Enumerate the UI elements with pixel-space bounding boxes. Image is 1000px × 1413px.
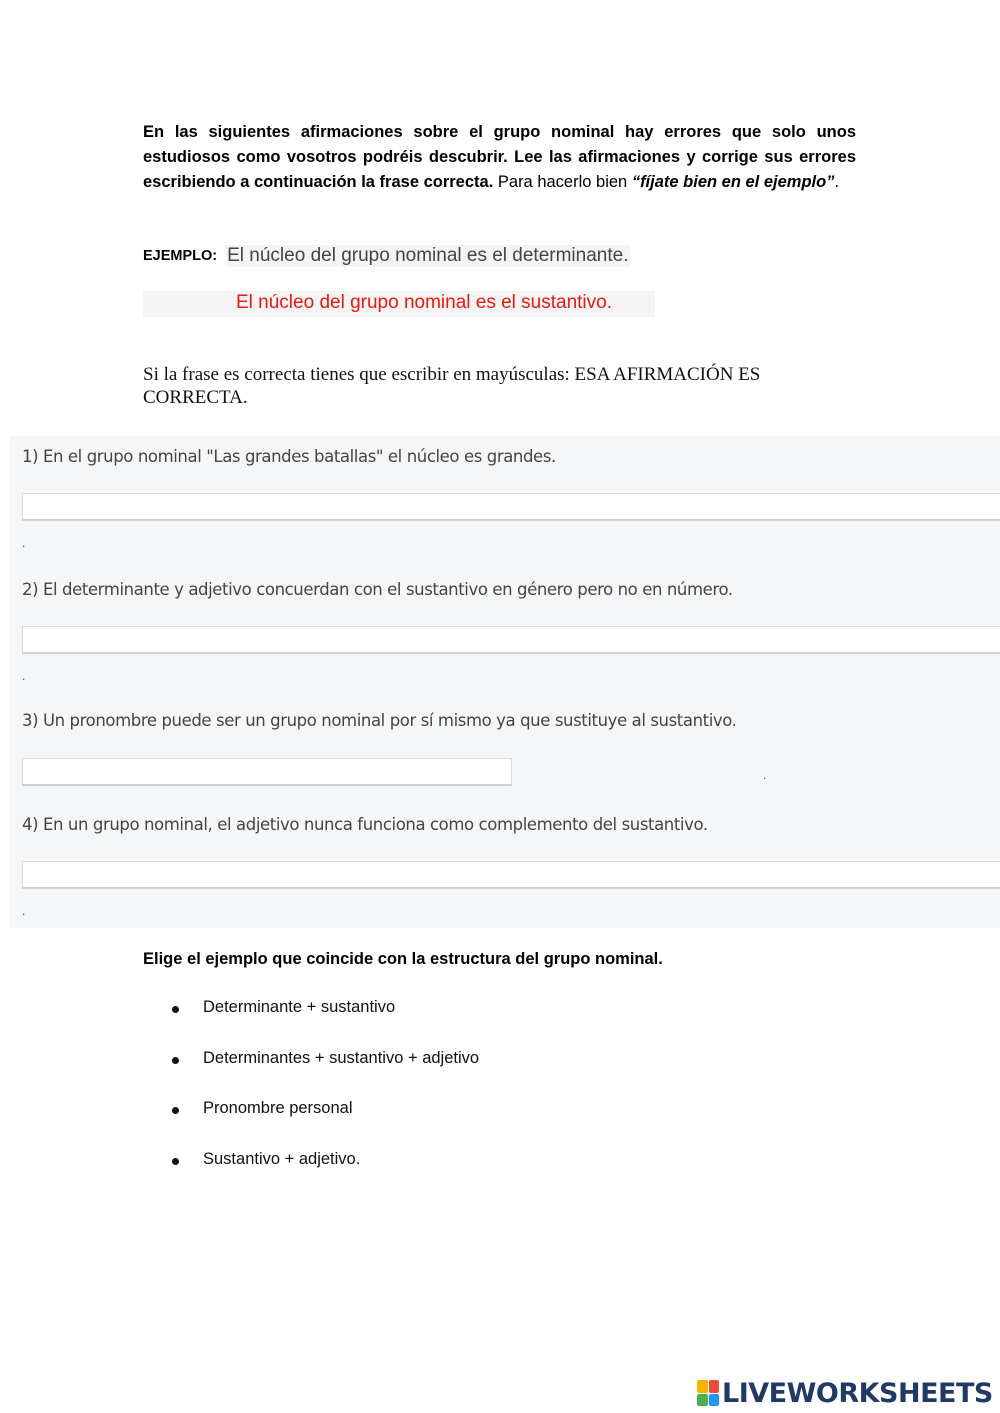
choice-option-label: Pronombre personal: [203, 1099, 353, 1117]
logo-square-2: [709, 1380, 720, 1393]
answer-input-4[interactable]: [22, 861, 1000, 889]
choice-heading: Elige el ejemplo que coincide con la estructura del grupo nominal.: [143, 950, 663, 968]
dot-marker-4: .: [22, 904, 26, 918]
question-3: 3) Un pronombre puede ser un grupo nominal por sí mismo ya que sustituye al sustantivo.: [22, 711, 737, 730]
choice-options-list: [172, 998, 479, 1200]
instructions-bold: En las siguientes afirmaciones sobre el grupo nominal hay errores que solo unos estudiosos como vosotros podréis descubrir. Lee las afirmaciones y corrige sus errores escribiendo a continuación la frase correcta.: [143, 123, 856, 191]
bullet-icon: [172, 1158, 179, 1165]
example-correction-row: [143, 291, 655, 317]
question-2: 2) El determinante y adjetivo concuerdan con el sustantivo en género pero no en número.: [22, 580, 733, 599]
correct-note: Si la frase es correcta tienes que escribir en mayúsculas: ESA AFIRMACIÓN ES CORRECTA.: [143, 364, 761, 408]
logo-square-3: [697, 1394, 708, 1407]
example-label: EJEMPLO:: [143, 248, 218, 264]
liveworksheets-logo-icon: [697, 1380, 719, 1406]
logo-square-1: [697, 1380, 708, 1393]
choice-option-label: Sustantivo + adjetivo.: [203, 1149, 361, 1168]
instructions-paragraph: [143, 120, 856, 195]
choice-option-label: Determinantes + sustantivo + adjetivo: [203, 1048, 480, 1067]
choice-option-2[interactable]: [172, 1049, 479, 1100]
choice-option-4[interactable]: [172, 1150, 479, 1201]
instructions-normal: Para hacerlo bien: [493, 173, 632, 191]
answer-input-3[interactable]: [22, 758, 512, 786]
bullet-icon: [172, 1107, 179, 1114]
answer-input-1[interactable]: [22, 493, 1000, 521]
dot-marker-3: .: [763, 768, 767, 782]
dot-marker-2: .: [22, 669, 26, 683]
example-row: [143, 242, 630, 270]
example-correct-sentence: El núcleo del grupo nominal es el sustantivo.: [236, 292, 613, 313]
instructions-end: .: [834, 173, 840, 191]
question-4: 4) En un grupo nominal, el adjetivo nunca funciona como complemento del sustantivo.: [22, 815, 708, 834]
choice-option-1[interactable]: [172, 998, 479, 1049]
questions-panel: [10, 436, 1000, 928]
dot-marker-1: .: [22, 536, 26, 550]
question-1: 1) En el grupo nominal "Las grandes batallas" el núcleo es grandes.: [22, 447, 556, 466]
bullet-icon: [172, 1006, 179, 1013]
choice-option-3[interactable]: [172, 1099, 479, 1150]
brand-name: LIVEWORKSHEETS: [722, 1377, 993, 1409]
instructions-emphasis: “fíjate bien en el ejemplo”: [631, 173, 835, 191]
choice-option-label: Determinante + sustantivo: [203, 998, 396, 1016]
bullet-icon: [172, 1057, 179, 1064]
answer-input-2[interactable]: [22, 626, 1000, 654]
liveworksheets-brand: [697, 1378, 993, 1408]
example-incorrect-sentence: El núcleo del grupo nominal es el determinante.: [227, 245, 629, 266]
logo-square-4: [709, 1394, 720, 1407]
